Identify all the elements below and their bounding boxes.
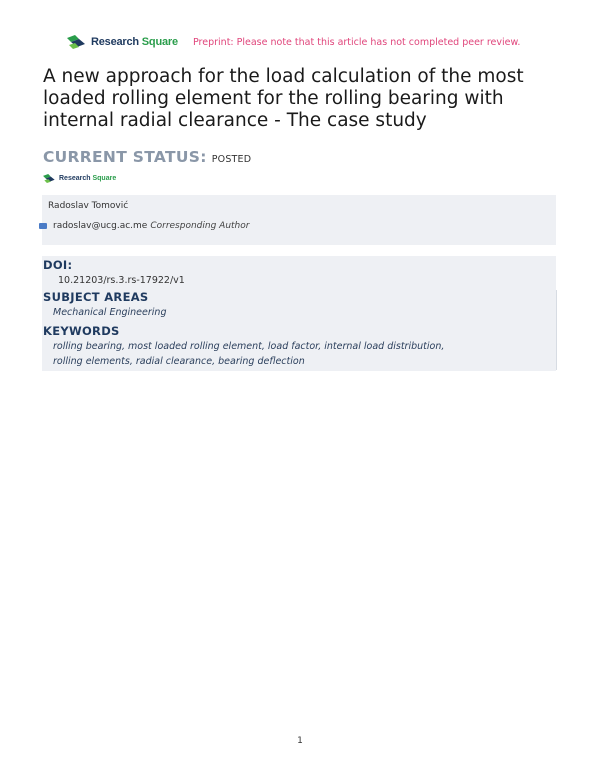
- subject-areas-heading: SUBJECT AREAS: [43, 290, 149, 304]
- article-title: A new approach for the load calculation of the most loaded rolling element for the rolling bearing with internal radial clearance - The case study: [43, 66, 524, 131]
- corresponding-author-label: Corresponding Author: [150, 221, 250, 231]
- keywords-line-1: rolling bearing, most loaded rolling element, load factor, internal load distribution,: [53, 341, 445, 352]
- logo-wordmark: Research Square: [91, 36, 178, 48]
- author-email-row: [42, 221, 249, 231]
- author-email[interactable]: radoslav@ucg.ac.me: [53, 221, 148, 231]
- research-square-logo-icon: [67, 35, 87, 49]
- keywords-line-2: rolling elements, radial clearance, bearing deflection: [53, 356, 305, 367]
- status-value: POSTED: [211, 154, 252, 165]
- author-name: Radoslav Tomović: [48, 201, 129, 211]
- current-status: [43, 148, 251, 166]
- doi-value[interactable]: 10.21203/rs.3.rs-17922/v1: [58, 275, 185, 286]
- subject-area-value: Mechanical Engineering: [53, 307, 167, 318]
- mail-icon: [39, 223, 47, 229]
- author-box: [42, 195, 556, 245]
- doi-heading: DOI:: [43, 258, 73, 272]
- keywords-heading: KEYWORDS: [43, 324, 120, 338]
- research-square-small-logo-icon: [43, 174, 56, 183]
- page-number: 1: [297, 736, 303, 746]
- research-square-small-logo[interactable]: [43, 174, 116, 183]
- box-divider: [556, 290, 557, 370]
- preprint-notice: Preprint: Please note that this article has not completed peer review.: [193, 37, 521, 48]
- status-label: CURRENT STATUS:: [43, 148, 207, 166]
- research-square-logo[interactable]: [67, 35, 178, 49]
- article-metadata-box: [42, 256, 556, 371]
- small-logo-wordmark: Research Square: [59, 175, 117, 182]
